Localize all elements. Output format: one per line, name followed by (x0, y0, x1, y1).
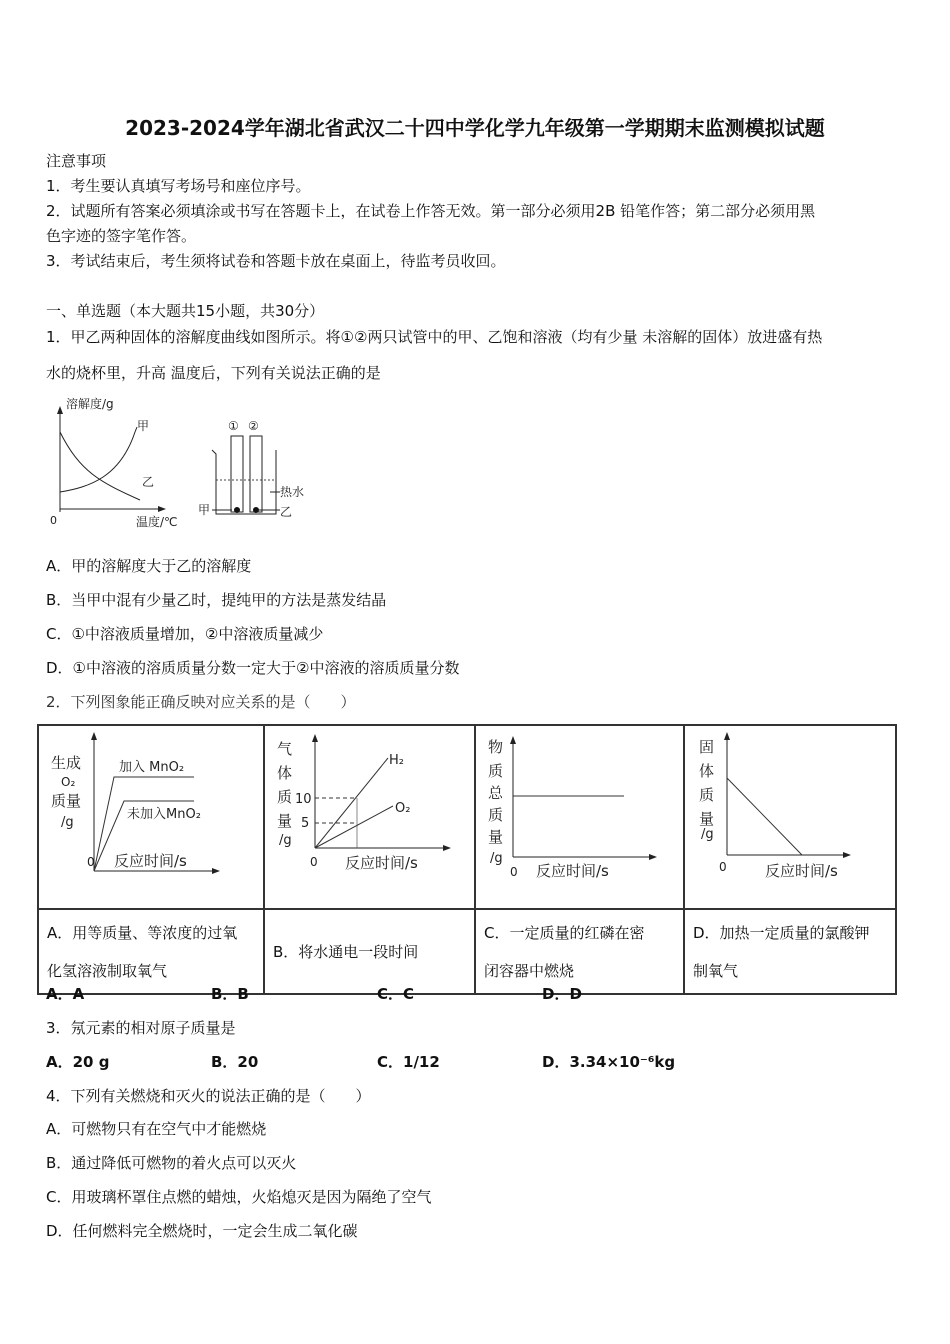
line-h2 (315, 758, 388, 848)
graph-c (476, 726, 683, 894)
line-label: H₂ (389, 753, 404, 768)
option-a[interactable]: A．甲的溶解度大于乙的溶解度 (46, 557, 252, 575)
x-label: 反应时间/s (114, 852, 187, 870)
origin: 0 (719, 860, 727, 874)
graph-b (265, 726, 474, 894)
page-title: 2023-2024学年湖北省武汉二十四中学化学九年级第一学期期末监测模拟试题 (125, 116, 825, 140)
y-label: O₂ (61, 775, 76, 789)
section-heading: 一、单选题（本大题共15小题，共30分） (46, 302, 325, 320)
y-label: 质 (277, 788, 293, 806)
caption-c: C．一定质量的红磷在密 (484, 923, 645, 942)
y-label: 固 (699, 738, 715, 756)
y-label: 生成 (51, 754, 82, 772)
option-a[interactable]: A．A (46, 985, 85, 1003)
option-d[interactable]: D．①中溶液的溶质质量分数一定大于②中溶液的溶质质量分数 (46, 659, 460, 677)
option-d[interactable]: D．任何燃料完全燃烧时，一定会生成二氧化碳 (46, 1222, 358, 1240)
question-1-stem: 水的烧杯里，升高 温度后，下列有关说法正确的是 (46, 364, 381, 382)
curve-label: 甲 (137, 419, 150, 433)
line-label: 加入 MnO₂ (119, 760, 185, 775)
label-jia: 甲 (198, 503, 211, 517)
x-axis-label: 温度/℃ (136, 515, 178, 529)
decreasing-line (727, 778, 802, 855)
question-2-stem: 2．下列图象能正确反映对应关系的是（ ） (46, 693, 356, 711)
origin-label: 0 (50, 514, 57, 527)
y-axis-label: 溶解度/g (66, 397, 114, 411)
label-yi: 乙 (280, 505, 293, 519)
graph-a (39, 726, 263, 894)
y-label: 量 (488, 828, 504, 846)
option-c[interactable]: C．①中溶液质量增加，②中溶液质量减少 (46, 625, 324, 643)
y-label: 质 (488, 806, 504, 824)
question-3-stem: 3．氖元素的相对原子质量是 (46, 1019, 236, 1037)
tick-label: 5 (301, 816, 310, 831)
y-label: 总 (488, 784, 504, 802)
y-label: 质量 (51, 792, 82, 810)
notice-item: 2．试题所有答案必须填涂或书写在答题卡上，在试卷上作答无效。第一部分必须用2B 铅笔作答；第二部分必须用黑 (46, 202, 816, 220)
origin: 0 (510, 865, 518, 879)
question-1-stem: 1．甲乙两种固体的溶解度曲线如图所示。将①②两只试管中的甲、乙饱和溶液（均有少量 未溶解的固体）放进盛有热 (46, 328, 823, 346)
curve-label: 乙 (142, 475, 155, 489)
option-c[interactable]: C．1/12 (377, 1053, 440, 1071)
y-label: /g (279, 833, 292, 848)
y-label: 物 (488, 738, 504, 756)
x-label: 反应时间/s (536, 862, 609, 880)
tube-label: ① (228, 419, 239, 433)
caption-d: D．加热一定质量的氯酸钾 (693, 923, 870, 942)
caption-c: 闭容器中燃烧 (484, 961, 575, 980)
origin: 0 (310, 855, 318, 869)
y-label: /g (701, 827, 714, 842)
origin: 0 (87, 855, 95, 869)
caption-a: A．用等质量、等浓度的过氧 (47, 923, 238, 942)
y-label: 体 (277, 764, 293, 782)
y-label: 质 (488, 762, 504, 780)
x-label: 反应时间/s (765, 862, 838, 880)
question-4-stem: 4．下列有关燃烧和灭火的说法正确的是（ ） (46, 1087, 371, 1105)
option-b[interactable]: B．20 (211, 1053, 259, 1071)
solubility-figure (40, 392, 330, 532)
x-label: 反应时间/s (345, 854, 418, 872)
notice-item: 1．考生要认真填写考场号和座位序号。 (46, 177, 311, 195)
tick-label: 10 (295, 792, 312, 807)
caption-a: 化氢溶液制取氧气 (47, 961, 168, 980)
notice-heading: 注意事项 (46, 152, 107, 170)
graph-table (37, 724, 897, 995)
option-b[interactable]: B．通过降低可燃物的着火点可以灭火 (46, 1154, 297, 1172)
option-d[interactable]: D．3.34×10⁻⁶kg (542, 1053, 676, 1071)
line-o2 (315, 806, 393, 848)
tube-label: ② (248, 419, 259, 433)
y-label: 量 (699, 810, 715, 828)
line-label: O₂ (395, 801, 411, 816)
y-label: 质 (699, 786, 715, 804)
y-label: 量 (277, 812, 293, 830)
caption-b: B．将水通电一段时间 (273, 942, 419, 961)
beaker-diagram (198, 419, 304, 519)
y-label: 体 (699, 762, 715, 780)
curve-jia (60, 427, 137, 492)
notice-item: 色字迹的签字笔作答。 (46, 227, 197, 245)
option-d[interactable]: D．D (542, 985, 582, 1003)
notice-item: 3．考试结束后，考生须将试卷和答题卡放在桌面上，待监考员收回。 (46, 252, 506, 270)
line-label: 未加入MnO₂ (127, 807, 201, 822)
y-label: /g (61, 815, 74, 830)
option-c[interactable]: C．用玻璃杯罩住点燃的蜡烛，火焰熄灭是因为隔绝了空气 (46, 1188, 432, 1206)
option-b[interactable]: B．当甲中混有少量乙时，提纯甲的方法是蒸发结晶 (46, 591, 387, 609)
y-label: /g (490, 851, 503, 866)
y-label: 气 (277, 740, 293, 758)
water-label: 热水 (280, 485, 305, 499)
caption-d: 制氧气 (693, 961, 739, 980)
graph-d (685, 726, 895, 894)
option-a[interactable]: A．20 g (46, 1053, 110, 1071)
option-b[interactable]: B．B (211, 985, 249, 1003)
option-c[interactable]: C．C (377, 985, 415, 1003)
option-a[interactable]: A．可燃物只有在空气中才能燃烧 (46, 1120, 267, 1138)
